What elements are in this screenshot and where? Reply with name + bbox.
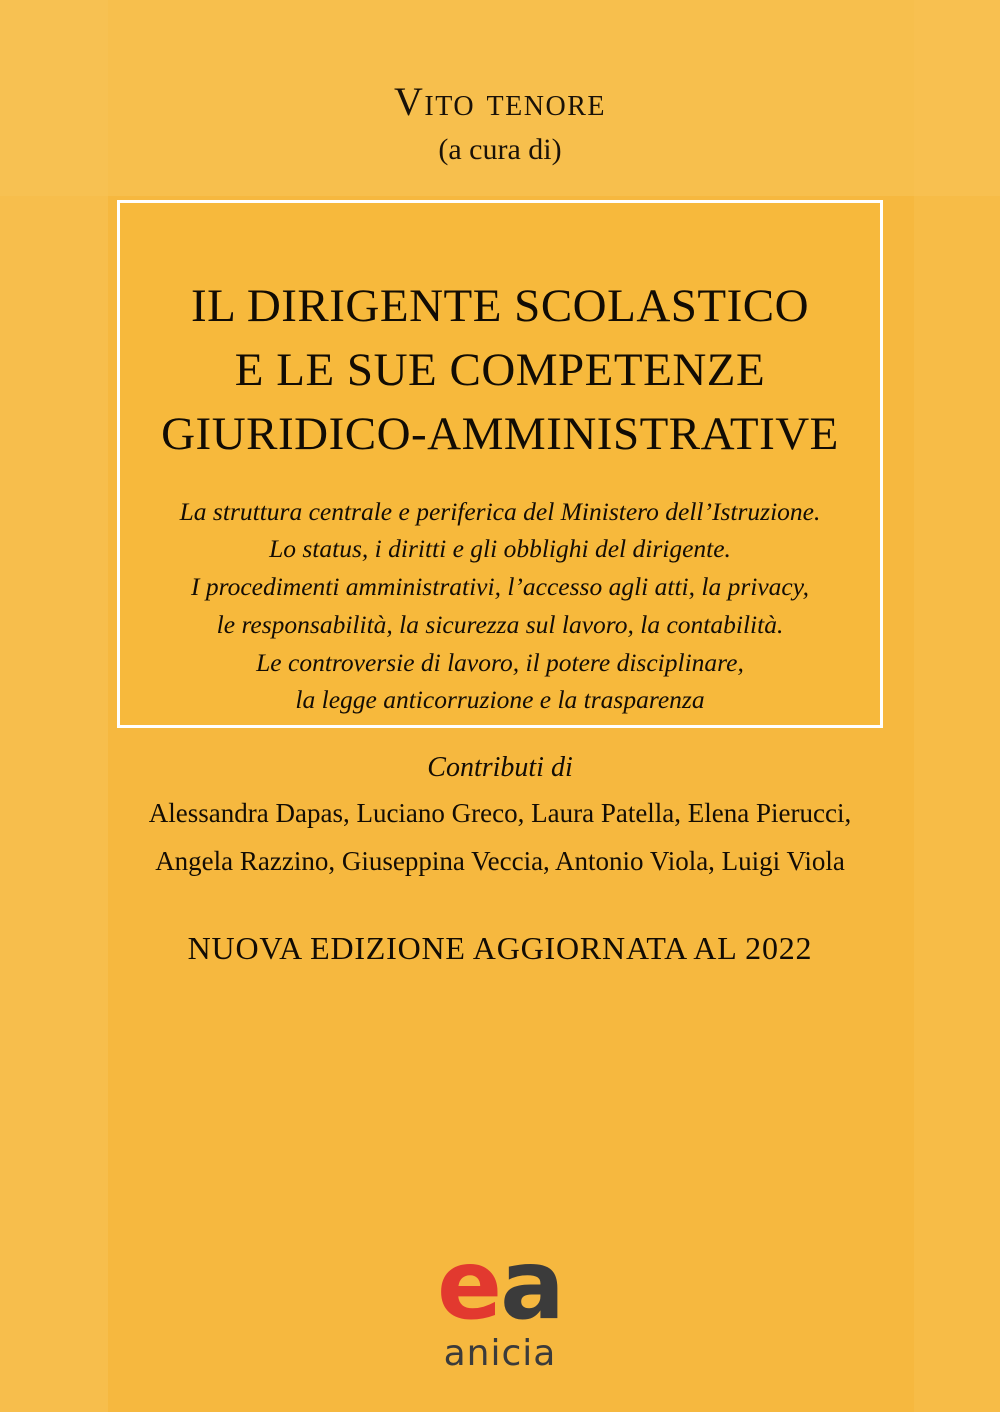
editor-name: Vito tenore: [394, 79, 606, 124]
publisher-name: anicia: [443, 1333, 557, 1374]
subtitle-line-2: Lo status, i diritti e gli obblighi del dirigente.: [269, 534, 731, 564]
title-line-2: E LE SUE COMPETENZE: [234, 343, 766, 396]
background-band-left: [0, 0, 108, 1412]
subtitle-line-6: la legge anticorruzione e la trasparenza: [295, 685, 705, 715]
background-band-right: [914, 0, 1000, 1412]
subtitle-line-5: Le controversie di lavoro, il potere disciplinare,: [256, 647, 744, 677]
subtitle-line-4: le responsabilità, la sicurezza sul lavoro, la contabilità.: [216, 609, 784, 639]
edition-note: NUOVA EDIZIONE AGGIORNATA AL 2022: [187, 930, 813, 966]
publisher-logo: [0, 1228, 1000, 1374]
subtitle-line-1: La struttura centrale e periferica del Ministero dell’Istruzione.: [179, 496, 821, 526]
contributors-block: [0, 752, 1000, 881]
contributors-line-1: Alessandra Dapas, Luciano Greco, Laura Patella, Elena Pierucci,: [148, 798, 852, 828]
title-line-1: IL DIRIGENTE SCOLASTICO: [190, 280, 810, 332]
book-subtitle: [120, 493, 880, 719]
title-line-3: GIURIDICO-AMMINISTRATIVE: [161, 407, 839, 460]
book-title: [120, 275, 880, 467]
contributors-label: Contributi di: [427, 752, 573, 783]
contributors-line-2: Angela Razzino, Giuseppina Veccia, Antonio Viola, Luigi Viola: [155, 846, 845, 877]
subtitle-line-3: I procedimenti amministrativi, l’accesso agli atti, la privacy,: [190, 572, 810, 602]
editor-role: (a cura di): [438, 133, 562, 166]
publisher-logo-mark: [437, 1228, 563, 1341]
title-frame: [117, 200, 883, 728]
logo-letter-e: e: [437, 1228, 501, 1341]
logo-letter-a: a: [500, 1228, 563, 1341]
editor-block: [0, 78, 1000, 167]
